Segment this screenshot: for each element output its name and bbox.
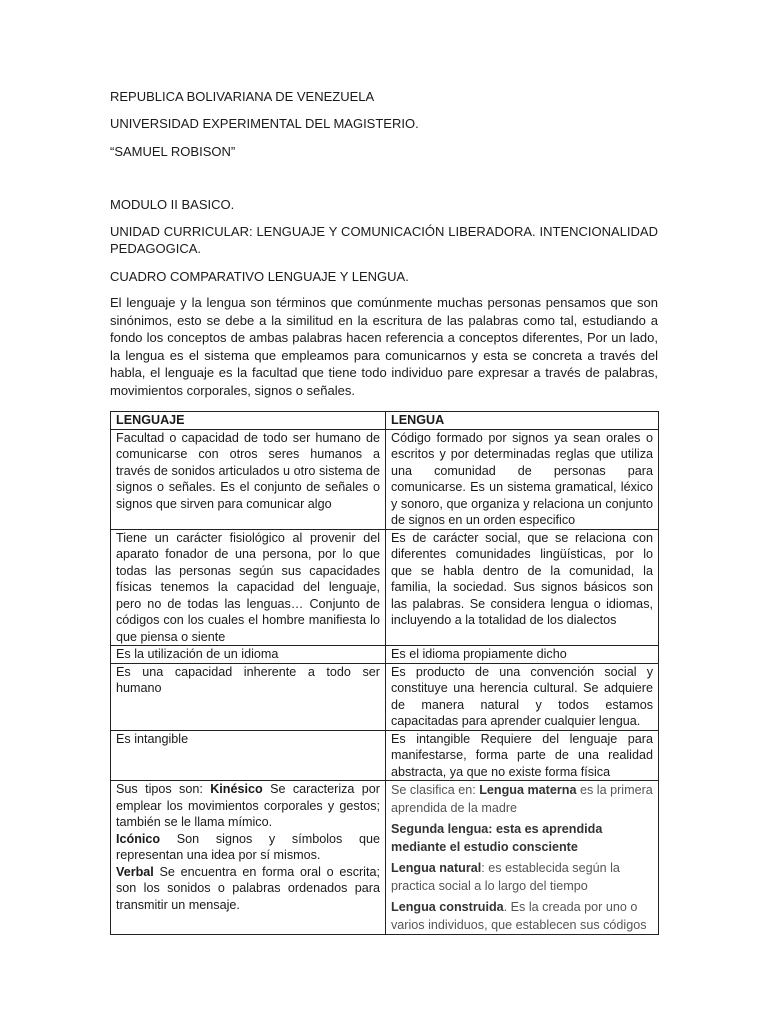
kinesico-label: Kinésico [210,782,263,796]
table-row [111,663,659,730]
lengua-cell: Es intangible Requiere del lenguaje para manifestarse, forma parte de una realidad abstracta, ya que no existe forma física [386,730,659,781]
classification-intro: Se clasifica en: [391,783,480,797]
university-heading: UNIVERSIDAD EXPERIMENTAL DEL MAGISTERIO. [110,116,419,131]
lengua-construida-label: Lengua construida [391,900,504,914]
lengua-natural-label: Lengua natural [391,861,482,875]
table-row [111,730,659,781]
lenguaje-cell: Es la utilización de un idioma [111,646,386,664]
kinesico-text: Se caracteriza por emplear los movimientos corporales y gestos; también se le llama mímico. [116,782,380,829]
document-title: CUADRO COMPARATIVO LENGUAJE Y LENGUA. [110,269,409,284]
lenguaje-cell: Tiene un carácter fisiológico al provenir del aparato fonador de una persona, por lo que todas las personas según sus capacidades físicas tenemos la capacidad del lenguaje, pero no de todas las lenguas… Conjunto de códigos con los cuales el hombre manifiesta lo que piensa o siente [111,529,386,646]
segunda-lengua-text: Segunda lengua: esta es aprendida mediante el estudio consciente [391,822,603,854]
lenguaje-cell: Facultad o capacidad de todo ser humano de comunicarse con otros seres humanos a través de sonidos articulados u otro sistema de signos o señales. Es el conjunto de señales o signos que sirven para comunicar algo [111,429,386,529]
lenguaje-cell: Es una capacidad inherente a todo ser humano [111,663,386,730]
lengua-natural-text: : es establecida según la practica social a lo largo del tiempo [391,861,620,893]
verbal-label: Verbal [116,864,154,879]
types-intro: Sus tipos son: [116,782,211,796]
table-row [111,781,659,935]
lengua-cell: Código formado por signos ya sean orales o escritos y por determinadas reglas que utiliza una comunidad de personas para comunicarse. Es un sistema gramatical, léxico y sonoro, que organiza y relaciona un conjunto de signos en un orden especifico [386,429,659,529]
lengua-cell: Es producto de una convención social y constituye una herencia cultural. Se adquiere de manera natural y todos estamos capacitadas para aprender cualquier lengua. [386,663,659,730]
lengua-construida-text: . Es la creada por uno o varios individuos, que establecen sus códigos [391,900,647,932]
table-header-row [111,412,659,430]
table-row [111,529,659,646]
lengua-natural-item [391,859,653,895]
iconico-text: Son signos y símbolos que representan una idea por sí mismos. [116,831,380,862]
lengua-cell: Es de carácter social, que se relaciona con diferentes comunidades lingüísticas, por lo que se habla dentro de la comunidad, la familia, la sociedad. Sus signos básicos son las palabras. Se considera lengua o idiomas, incluyendo a la totalidad de los dialectos [386,529,659,646]
comparison-table [110,411,659,935]
column-header-lenguaje: LENGUAJE [111,412,386,430]
module-heading: MODULO II BASICO. [110,197,235,212]
intro-paragraph: El lenguaje y la lengua son términos que comúnmente muchas personas pensamos que son sinónimos, esto se debe a la similitud en la escritura de las palabras como tal, estudiando a fondo los conceptos de ambas palabras hacen referencia a conceptos diferentes, Por un lado, la lengua es el sistema que empleamos para comunicarnos y esta se concreta a través del habla, el lenguaje es la facultad que tiene todo individuo pare expresar a través de palabras, movimientos corporales, signos o señales. [110,295,658,398]
country-heading: REPUBLICA BOLIVARIANA DE VENEZUELA [110,89,375,104]
segunda-lengua-item [391,820,653,856]
lengua-construida-item [391,898,653,934]
table-row [111,429,659,529]
lengua-materna-text: es la primera aprendida de la madre [391,783,653,815]
lenguaje-types-cell [111,781,386,935]
lengua-cell: Es el idioma propiamente dicho [386,646,659,664]
iconico-label: Icónico [116,831,161,846]
lengua-materna-item [391,781,653,817]
column-header-lengua: LENGUA [386,412,659,430]
lengua-types-cell [386,781,659,935]
lenguaje-cell: Es intangible [111,730,386,781]
verbal-text: Se encuentra en forma oral o escrita; son los sonidos o palabras ordenados para transmitir un mensaje. [116,864,380,912]
lengua-materna-label: Lengua materna [479,783,577,797]
university-name: “SAMUEL ROBISON” [110,144,236,159]
table-row [111,646,659,664]
curricular-unit: UNIDAD CURRICULAR: LENGUAJE Y COMUNICACIÓN LIBERADORA. INTENCIONALIDAD PEDAGOGICA. [110,224,658,256]
